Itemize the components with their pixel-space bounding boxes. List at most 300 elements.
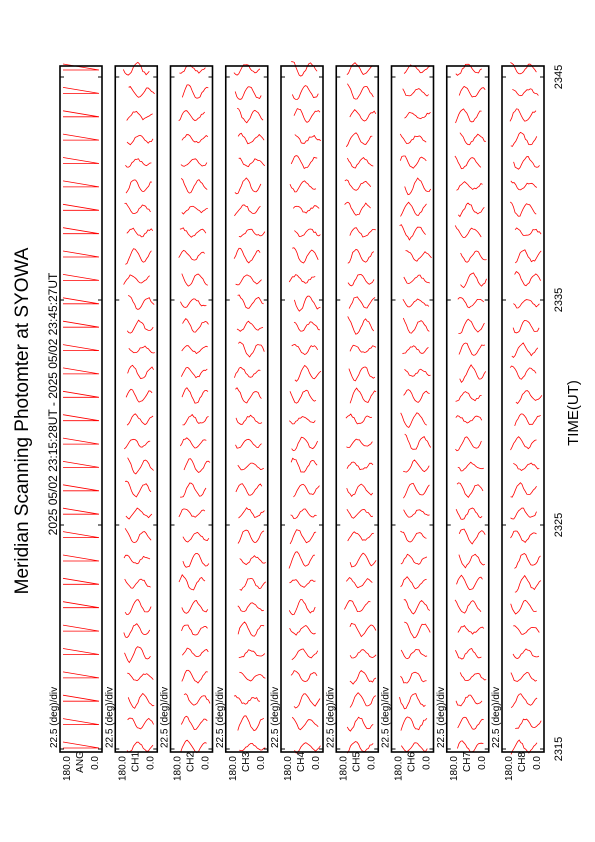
scale-label: 22.5 (deg)/div: [270, 686, 281, 748]
trace-line: [291, 671, 317, 682]
trace-line: [350, 693, 376, 708]
trace-line: [511, 694, 537, 708]
trace-line: [513, 463, 539, 471]
panel-ch2: [160, 65, 213, 781]
trace-line: [234, 205, 260, 216]
trace-line: [182, 274, 208, 287]
trace-line: [63, 298, 99, 304]
trace-line: [290, 390, 316, 403]
trace-line: [292, 717, 318, 730]
trace-line: [181, 716, 207, 729]
trace-line: [401, 650, 427, 659]
trace-line: [345, 202, 371, 215]
trace-line: [459, 86, 485, 97]
trace-line: [458, 462, 484, 471]
panel-frame: [392, 66, 434, 752]
trace-line: [347, 484, 373, 496]
panel-traces: [63, 64, 99, 748]
trace-line: [513, 300, 539, 308]
trace-line: [63, 555, 99, 561]
trace-line: [63, 181, 99, 187]
trace-line: [515, 576, 541, 593]
trace-line: [291, 62, 317, 77]
trace-line: [510, 366, 536, 379]
trace-line: [182, 648, 208, 657]
trace-line: [349, 367, 375, 381]
panel-traces: [289, 62, 321, 753]
panel-traces: [455, 64, 487, 752]
trace-line: [127, 742, 153, 752]
trace-line: [350, 650, 376, 658]
channel-label: CH3: [240, 751, 252, 773]
trace-line: [349, 297, 375, 309]
trace-line: [129, 87, 155, 98]
trace-line: [236, 439, 262, 448]
trace-line: [234, 248, 260, 263]
y-top-label: 180.0: [504, 756, 515, 782]
trace-line: [63, 578, 99, 584]
trace-line: [294, 109, 320, 123]
x-tick-label: 2315: [553, 736, 565, 762]
channel-label: CH4: [296, 751, 307, 773]
trace-line: [510, 202, 536, 216]
channel-label: CH1: [130, 751, 142, 773]
trace-line: [125, 159, 151, 167]
scale-label: 22.5 (deg)/div: [325, 686, 337, 748]
trace-line: [347, 509, 373, 518]
trace-line: [460, 365, 486, 382]
trace-line: [63, 274, 99, 280]
trace-line: [290, 626, 316, 636]
trace-line: [124, 275, 150, 285]
trace-line: [63, 438, 99, 444]
trace-line: [127, 228, 153, 237]
trace-line: [347, 84, 373, 99]
y-top-label: 180.0: [227, 756, 239, 782]
trace-line: [182, 601, 208, 614]
trace-line: [125, 249, 151, 265]
trace-line: [515, 228, 541, 236]
trace-line: [455, 437, 481, 451]
trace-line: [128, 458, 154, 474]
trace-line: [291, 509, 317, 519]
trace-line: [350, 671, 376, 685]
panel-traces: [234, 65, 266, 751]
trace-line: [346, 414, 372, 424]
trace-line: [346, 439, 372, 448]
trace-line: [461, 273, 487, 288]
trace-line: [405, 178, 431, 195]
trace-line: [458, 717, 484, 729]
trace-line: [456, 508, 482, 519]
trace-line: [183, 553, 209, 567]
trace-line: [63, 87, 99, 93]
y-bottom-label: 0.0: [90, 756, 101, 770]
trace-line: [238, 603, 264, 612]
trace-line: [346, 578, 372, 588]
trace-line: [346, 133, 372, 147]
trace-line: [294, 296, 320, 311]
trace-line: [404, 600, 430, 614]
y-bottom-label: 0.0: [311, 756, 322, 770]
trace-line: [511, 132, 537, 146]
trace-line: [240, 578, 266, 590]
trace-line: [128, 365, 154, 378]
trace-line: [292, 437, 318, 451]
y-bottom-label: 0.0: [366, 756, 378, 770]
trace-line: [458, 298, 484, 308]
trace-line: [511, 672, 537, 681]
trace-line: [235, 178, 261, 194]
trace-line: [400, 156, 426, 168]
trace-line: [455, 649, 481, 660]
trace-line: [455, 600, 481, 613]
trace-line: [456, 695, 482, 706]
trace-line: [458, 319, 484, 333]
trace-line: [406, 251, 432, 262]
trace-line: [401, 743, 427, 752]
trace-line: [124, 624, 150, 638]
trace-line: [127, 320, 153, 333]
trace-line: [404, 275, 430, 284]
trace-line: [350, 345, 376, 352]
trace-line: [180, 438, 206, 448]
trace-line: [63, 204, 99, 210]
trace-line: [350, 553, 376, 567]
trace-line: [294, 694, 320, 708]
y-bottom-label: 0.0: [421, 756, 433, 770]
panel-frame: [115, 66, 157, 752]
trace-line: [63, 461, 99, 467]
trace-line: [460, 672, 486, 680]
panel-ch1: [104, 62, 157, 781]
trace-line: [63, 391, 99, 397]
panel-frame: [502, 66, 544, 752]
trace-line: [455, 225, 481, 237]
trace-line: [240, 556, 266, 565]
panel-frame: [447, 66, 489, 752]
trace-line: [456, 392, 482, 402]
trace-line: [128, 694, 154, 709]
trace-line: [239, 229, 265, 237]
trace-line: [184, 459, 210, 473]
trace-line: [405, 369, 431, 376]
trace-line: [182, 206, 208, 214]
trace-line: [127, 414, 153, 425]
trace-line: [403, 483, 429, 498]
trace-line: [129, 346, 155, 353]
panel-traces: [344, 63, 376, 753]
trace-line: [63, 695, 99, 701]
trace-line: [400, 134, 426, 144]
trace-line: [183, 532, 209, 542]
trace-line: [403, 460, 429, 472]
trace-line: [238, 295, 264, 308]
trace-line: [180, 483, 206, 497]
trace-line: [236, 415, 262, 424]
panel-traces: [400, 65, 432, 752]
x-tick-label: 2325: [553, 512, 565, 538]
trace-line: [401, 717, 427, 731]
time-range-text: 2025 05/02 23:15:28UT - 2025 05/02 23:45:27UT: [46, 272, 60, 536]
trace-line: [457, 182, 483, 191]
trace-line: [238, 530, 264, 543]
trace-line: [512, 89, 538, 96]
trace-line: [124, 439, 150, 449]
trace-line: [126, 508, 152, 519]
trace-line: [63, 742, 99, 748]
channel-label: CH5: [351, 751, 363, 773]
trace-line: [182, 135, 208, 143]
panel-ch4: [270, 62, 323, 781]
trace-line: [181, 367, 207, 377]
trace-line: [511, 508, 537, 519]
y-bottom-label: 0.0: [476, 756, 488, 770]
trace-line: [456, 416, 482, 423]
trace-line: [515, 250, 541, 263]
trace-line: [239, 508, 265, 518]
trace-line: [459, 554, 485, 568]
trace-line: [239, 650, 265, 658]
trace-line: [63, 602, 99, 608]
trace-line: [125, 528, 151, 542]
trace-line: [237, 108, 263, 123]
trace-line: [460, 133, 486, 145]
panel-ch3: [215, 65, 268, 781]
trace-line: [179, 111, 205, 121]
trace-line: [128, 718, 154, 729]
trace-line: [455, 156, 481, 169]
panel-frame: [226, 66, 268, 752]
trace-line: [292, 248, 318, 263]
panel-frame: [171, 66, 213, 752]
trace-line: [457, 575, 483, 589]
y-top-label: 180.0: [393, 756, 405, 782]
trace-line: [456, 109, 482, 123]
trace-line: [402, 346, 428, 354]
y-bottom-label: 0.0: [532, 756, 543, 770]
trace-line: [294, 322, 320, 331]
panel-traces: [179, 65, 210, 752]
trace-line: [125, 600, 151, 615]
trace-line: [400, 531, 426, 542]
trace-line: [182, 670, 208, 683]
trace-line: [182, 85, 208, 98]
trace-line: [515, 719, 541, 729]
y-top-label: 180.0: [117, 756, 129, 782]
trace-line: [457, 483, 483, 498]
trace-line: [401, 413, 427, 428]
trace-line: [294, 229, 320, 237]
trace-line: [63, 508, 99, 514]
trace-line: [182, 625, 208, 635]
trace-line: [458, 626, 484, 635]
trace-line: [513, 320, 539, 333]
x-tick-label: 2345: [553, 64, 565, 90]
scale-label: 22.5 (deg)/div: [49, 686, 60, 748]
trace-line: [350, 110, 376, 121]
trace-line: [294, 484, 320, 497]
trace-line: [348, 274, 374, 286]
trace-line: [292, 345, 318, 355]
trace-line: [291, 156, 317, 169]
trace-line: [127, 673, 153, 681]
trace-line: [511, 531, 537, 542]
scale-label: 22.5 (deg)/div: [159, 686, 171, 748]
trace-line: [182, 388, 208, 404]
trace-line: [461, 251, 487, 262]
trace-line: [63, 672, 99, 678]
trace-line: [510, 109, 536, 122]
panel-traces: [510, 62, 542, 754]
y-bottom-label: 0.0: [145, 756, 157, 770]
scale-label: 22.5 (deg)/div: [380, 686, 392, 748]
trace-line: [236, 275, 262, 285]
trace-line: [292, 649, 318, 660]
trace-line: [348, 249, 374, 263]
trace-line: [295, 135, 321, 144]
trace-line: [237, 321, 263, 331]
trace-line: [125, 579, 151, 588]
panel-ch8: [491, 62, 544, 781]
trace-line: [347, 717, 373, 731]
trace-line: [401, 672, 427, 683]
trace-line: [238, 716, 264, 731]
trace-line: [179, 575, 205, 590]
trace-line: [400, 225, 426, 240]
y-top-label: 180.0: [172, 756, 184, 782]
trace-line: [181, 740, 207, 753]
trace-line: [236, 484, 262, 496]
y-bottom-label: 0.0: [200, 756, 212, 770]
trace-line: [289, 417, 315, 424]
panel-ch7: [436, 64, 489, 781]
trace-line: [125, 481, 151, 497]
trace-line: [235, 388, 261, 403]
trace-line: [295, 366, 321, 382]
trace-line: [239, 672, 265, 681]
trace-line: [234, 696, 260, 705]
trace-line: [63, 415, 99, 421]
trace-line: [291, 458, 317, 472]
trace-line: [63, 532, 99, 538]
scale-label: 22.5 (deg)/div: [491, 686, 502, 748]
trace-line: [401, 202, 427, 216]
channel-label: CH8: [517, 751, 528, 773]
trace-line: [403, 89, 429, 96]
scale-label: 22.5 (deg)/div: [104, 686, 116, 748]
trace-line: [63, 485, 99, 491]
trace-line: [458, 203, 484, 216]
trace-line: [403, 299, 429, 307]
trace-line: [63, 719, 99, 725]
trace-line: [181, 178, 207, 193]
trace-line: [125, 647, 151, 663]
channel-label: CH6: [406, 751, 418, 773]
trace-line: [234, 367, 260, 378]
trace-line: [63, 321, 99, 327]
channel-label: ANG: [75, 751, 86, 773]
trace-line: [289, 600, 315, 615]
trace-line: [179, 250, 205, 260]
trace-line: [63, 251, 99, 257]
y-bottom-label: 0.0: [255, 756, 267, 770]
trace-line: [63, 228, 99, 234]
trace-line: [510, 62, 536, 73]
trace-line: [404, 622, 430, 638]
panel-stack: [49, 62, 544, 781]
trace-line: [289, 275, 315, 284]
trace-line: [63, 649, 99, 655]
trace-line: [123, 62, 149, 75]
trace-line: [179, 509, 205, 517]
trace-line: [516, 391, 542, 404]
trace-line: [293, 206, 319, 213]
trace-line: [184, 694, 210, 706]
trace-line: [515, 414, 541, 426]
trace-line: [401, 577, 427, 589]
trace-line: [127, 111, 153, 120]
trace-line: [400, 694, 426, 709]
trace-line: [401, 554, 427, 564]
trace-line: [126, 389, 152, 402]
trace-line: [403, 318, 429, 333]
trace-line: [511, 483, 537, 497]
trace-line: [238, 622, 264, 636]
x-tick-label: 2335: [553, 287, 565, 313]
trace-line: [348, 532, 374, 541]
channel-label: CH7: [461, 751, 473, 773]
panel-frame: [336, 66, 378, 752]
trace-line: [63, 158, 99, 164]
trace-line: [63, 111, 99, 117]
trace-line: [404, 510, 430, 517]
trace-line: [128, 295, 154, 309]
trace-line: [350, 388, 376, 403]
scale-label: 22.5 (deg)/div: [214, 686, 226, 748]
trace-line: [238, 342, 264, 357]
trace-line: [457, 741, 483, 752]
x-axis-label: TIME(UT): [565, 380, 582, 446]
trace-line: [290, 181, 316, 192]
chart-title: Meridian Scanning Photomter at SYOWA: [12, 247, 33, 595]
trace-line: [292, 86, 318, 100]
channel-label: CH2: [185, 751, 197, 773]
trace-line: [511, 600, 537, 614]
trace-line: [63, 64, 99, 70]
trace-line: [347, 63, 373, 75]
trace-line: [511, 181, 537, 190]
trace-line: [350, 623, 376, 636]
trace-line: [513, 649, 539, 659]
trace-line: [345, 180, 371, 191]
trace-line: [180, 299, 206, 308]
trace-line: [290, 530, 316, 544]
trace-line: [405, 434, 431, 449]
y-top-label: 180.0: [338, 756, 350, 782]
trace-line: [347, 462, 373, 470]
panel-ch5: [325, 63, 378, 781]
trace-line: [404, 390, 430, 403]
trace-line: [515, 272, 541, 286]
trace-line: [238, 133, 264, 143]
trace-line: [124, 555, 150, 564]
trace-line: [514, 157, 540, 170]
panel-ch6: [381, 65, 434, 781]
x-tick-labels: [553, 65, 565, 761]
trace-line: [183, 415, 209, 425]
trace-line: [350, 228, 376, 237]
